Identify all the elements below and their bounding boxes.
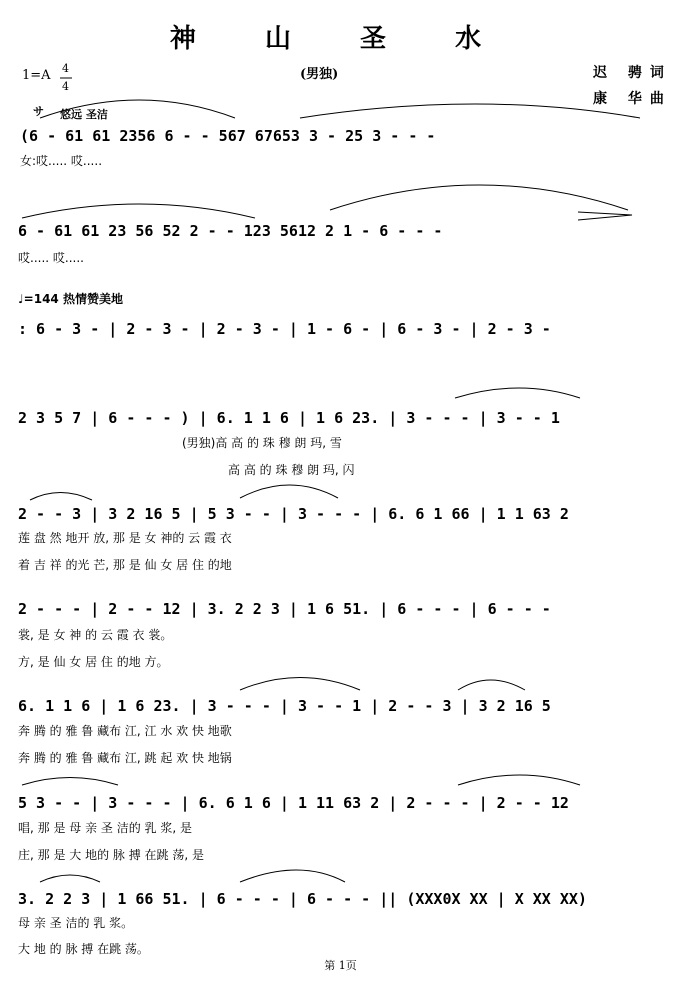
slur-mark <box>458 680 525 690</box>
score-line-9-notes: 3. 2 2 3 | 1 66 51. | 6 - - - | 6 - - - || (XXX0X XX | X XX XX) <box>18 890 587 908</box>
score-line-8-notes: 5 3 - - | 3 - - - | 6. 6 1 6 | 1 11 63 2 | 2 - - - | 2 - - 12 <box>18 794 569 812</box>
slur-mark <box>455 388 580 398</box>
slur-mark <box>330 185 628 210</box>
score-line-8-lyrics-verse-1: 唱, 那 是 母 亲 圣 洁的 乳 浆, 是 <box>18 821 192 835</box>
score-line-7-lyrics-verse-1: 奔 腾 的 雅 鲁 藏布 江, 江 水 欢 快 地歌 <box>18 724 232 738</box>
score-line-8-lyrics-verse-2: 庄, 那 是 大 地的 脉 搏 在跳 荡, 是 <box>18 848 204 862</box>
score-line-4-lyrics-verse-1: (男独)高 高 的 珠 穆 朗 玛, 雪 <box>182 436 342 450</box>
score-line-1-lyrics: 女:哎..... 哎..... <box>20 154 103 168</box>
slur-mark <box>30 493 92 501</box>
key-signature: 1=A <box>22 68 51 83</box>
score-line-6-notes: 2 - - - | 2 - - 12 | 3. 2 2 3 | 1 6 51. | 6 - - - | 6 - - - <box>18 600 551 618</box>
slur-mark <box>300 104 640 118</box>
score-line-4-lyrics-verse-2: 高 高 的 珠 穆 朗 玛, 闪 <box>228 463 355 477</box>
lyricist-credit: 迟 骋词 <box>593 65 672 81</box>
time-signature-top: 4 <box>62 62 69 75</box>
intro-marking: 悠远 圣洁 <box>60 108 108 121</box>
decrescendo-mark <box>578 212 632 220</box>
intro-symbol: サ <box>33 105 44 118</box>
time-signature-bottom: 4 <box>62 80 69 93</box>
score-line-6-lyrics-verse-2: 方, 是 仙 女 居 住 的地 方。 <box>18 655 169 669</box>
score-line-1-notes: (6 - 61 61 2356 6 - - 567 67653 3 - 25 3 - - - <box>20 127 436 145</box>
slur-mark <box>240 870 345 882</box>
score-line-2-lyrics: 哎..... 哎..... <box>18 251 84 265</box>
slur-mark <box>458 775 580 785</box>
score-line-7-notes: 6. 1 1 6 | 1 6 23. | 3 - - - | 3 - - 1 | 2 - - 3 | 3 2 16 5 <box>18 697 551 715</box>
slur-mark <box>22 204 255 218</box>
page-number: 第 1页 <box>324 959 357 972</box>
slur-mark <box>240 678 360 691</box>
composer-credit: 康 华曲 <box>593 91 672 107</box>
score-line-9-lyrics-verse-2: 大 地 的 脉 搏 在跳 荡。 <box>18 942 149 956</box>
score-line-7-lyrics-verse-2: 奔 腾 的 雅 鲁 藏布 江, 跳 起 欢 快 地锅 <box>18 751 232 765</box>
score-line-3-notes: : 6 - 3 - | 2 - 3 - | 2 - 3 - | 1 - 6 - | 6 - 3 - | 2 - 3 - <box>18 320 551 338</box>
slur-mark <box>40 100 235 118</box>
slur-mark <box>40 875 100 882</box>
score-line-6-lyrics-verse-1: 裳, 是 女 神 的 云 霞 衣 裳。 <box>18 628 173 642</box>
slur-mark <box>22 778 118 786</box>
score-line-5-lyrics-verse-1: 莲 盘 然 地开 放, 那 是 女 神的 云 霞 衣 <box>18 531 232 545</box>
performance-note: (男独) <box>300 67 339 82</box>
song-title: 神 山 圣 水 <box>169 24 512 54</box>
score-line-5-notes: 2 - - 3 | 3 2 16 5 | 5 3 - - | 3 - - - | 6. 6 1 66 | 1 1 63 2 <box>18 505 569 523</box>
score-line-5-lyrics-verse-2: 着 吉 祥 的光 芒, 那 是 仙 女 居 住 的地 <box>18 558 232 572</box>
score-line-9-lyrics-verse-1: 母 亲 圣 洁的 乳 浆。 <box>18 916 134 930</box>
tempo-marking: ♩=144 热情赞美地 <box>18 292 123 306</box>
score-line-4-notes: 2 3 5 7 | 6 - - - ) | 6. 1 1 6 | 1 6 23. | 3 - - - | 3 - - 1 <box>18 409 560 427</box>
slur-mark <box>240 485 338 498</box>
score-line-2-notes: 6 - 61 61 23 56 52 2 - - 123 5612 2 1 - 6 - - - <box>18 222 443 240</box>
